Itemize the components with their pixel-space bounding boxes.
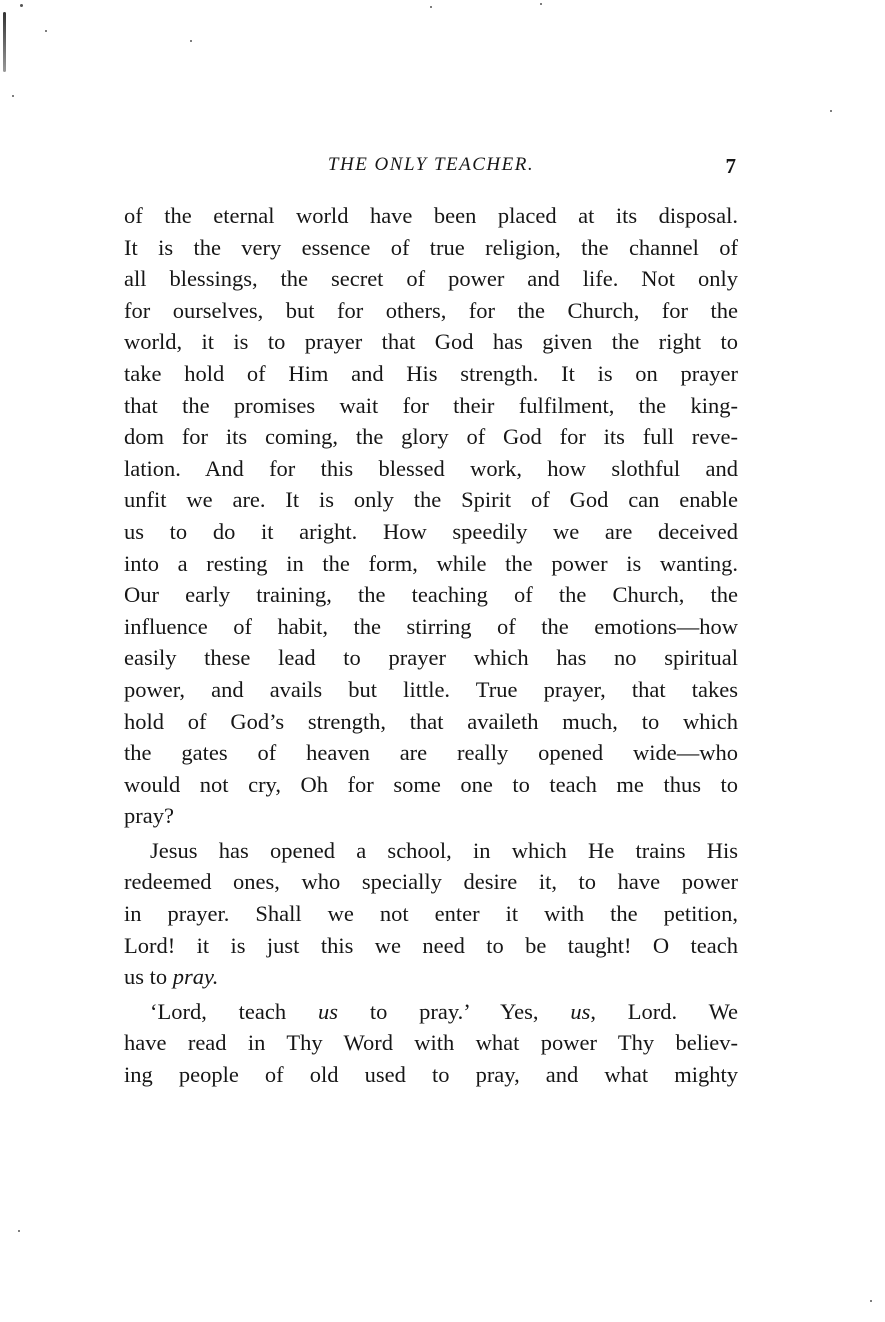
text-line: dom for its coming, the glory of God for its full reve-	[124, 424, 738, 450]
italic-word: pray.	[172, 964, 219, 990]
text-line: of the eternal world have been placed at its disposal.	[124, 203, 738, 228]
text-line: pray?	[124, 803, 174, 829]
text-line	[124, 996, 738, 1028]
paragraph-2	[124, 835, 738, 993]
print-speck	[190, 40, 192, 42]
text-line: for ourselves, but for others, for the Church, for the	[124, 297, 738, 323]
text-line: Our early training, the teaching of the Church, the	[124, 582, 738, 608]
text-line: all blessings, the secret of power and life. Not only	[124, 266, 738, 292]
text-line: in prayer. Shall we not enter it with the petition,	[124, 901, 738, 927]
text-line: It is the very essence of true religion, the channel of	[124, 234, 738, 260]
text-line: Lord! it is just this we need to be taught! O teach	[124, 932, 738, 958]
page-number: 7	[725, 154, 736, 178]
text-line: influence of habit, the stirring of the emotions—how	[124, 613, 738, 639]
text-run: to pray.’ Yes,	[338, 998, 571, 1024]
text-line: would not cry, Oh for some one to teach me thus to	[124, 771, 738, 797]
text-line: the gates of heaven are really opened wide—who	[124, 740, 738, 766]
text-line: lation. And for this blessed work, how slothful and	[124, 455, 738, 481]
paragraph-3	[124, 996, 738, 1091]
text-line: Jesus has opened a school, in which He trains His	[150, 837, 738, 863]
text-line: power, and avails but little. True prayer, that takes	[124, 676, 738, 702]
paragraph-1	[124, 200, 738, 832]
print-speck	[540, 3, 542, 5]
text-line: us to do it aright. How speedily we are deceived	[124, 518, 738, 544]
print-speck	[12, 95, 14, 97]
text-line: ing people of old used to pray, and what mighty	[124, 1062, 738, 1088]
text-line: unfit we are. It is only the Spirit of God can enable	[124, 487, 738, 513]
text-line: take hold of Him and His strength. It is on prayer	[124, 360, 738, 386]
print-speck	[430, 6, 432, 8]
text-line: hold of God’s strength, that availeth much, to which	[124, 708, 738, 734]
text-run: us to	[124, 964, 173, 990]
page-edge-shadow	[3, 12, 6, 72]
running-title: THE ONLY TEACHER.	[327, 154, 535, 175]
text-line	[124, 961, 738, 993]
print-speck	[45, 30, 47, 32]
text-line: that the promises wait for their fulfilment, the king-	[124, 392, 738, 418]
print-speck	[870, 1300, 872, 1302]
italic-word: us	[570, 998, 591, 1024]
text-line: into a resting in the form, while the power is wanting.	[124, 550, 738, 576]
italic-word: us	[317, 998, 338, 1024]
text-line: easily these lead to prayer which has no spiritual	[124, 645, 738, 671]
text-line: world, it is to prayer that God has given the right to	[124, 329, 738, 355]
print-speck	[20, 4, 23, 7]
print-speck	[830, 110, 832, 112]
text-run: , Lord. We	[590, 998, 738, 1024]
page-header	[124, 154, 738, 184]
body-text	[124, 200, 738, 1091]
print-speck	[18, 1230, 20, 1232]
text-line: redeemed ones, who specially desire it, to have power	[124, 869, 738, 895]
text-run: ‘Lord, teach	[150, 998, 318, 1024]
text-line: have read in Thy Word with what power Thy believ-	[124, 1030, 738, 1056]
